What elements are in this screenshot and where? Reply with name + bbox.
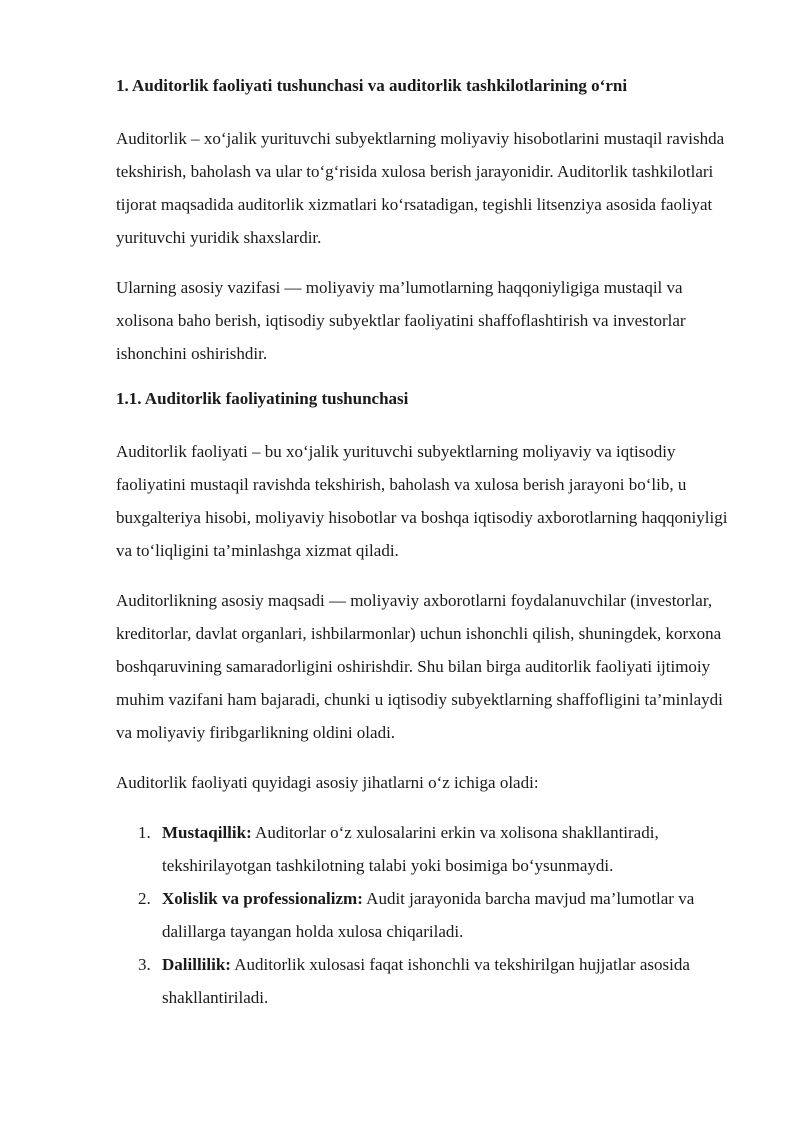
paragraph: Ularning asosiy vazifasi — moliyaviy ma’lumotlarning haqqoniyligiga mustaqil va xolisona baho berish, iqtisodiy subyektlar faoliyatini shaffoflashtirish va investorlar ishonchini oshirishdir. [116,278,686,363]
paragraph: Auditorlik faoliyati quyidagi asosiy jihatlarni o‘z ichiga oladi: [116,773,539,792]
list-item-number: 1. [138,823,151,842]
list-item-term: Xolislik va professionalizm: [162,889,363,908]
list-item-text: Auditorlik xulosasi faqat ishonchli va tekshirilgan hujjatlar asosida shakllantiriladi. [162,955,690,1007]
list-item [116,948,742,1014]
aspects-list [116,816,742,1014]
aspects-list-wrapper [116,816,742,1014]
list-item-text: Audit jarayonida barcha mavjud ma’lumotlar va dalillarga tayangan holda xulosa chiqariladi. [162,889,695,941]
subsection-heading: 1.1. Auditorlik faoliyatining tushunchasi [116,389,409,408]
list-item [116,816,742,882]
list-item-term: Mustaqillik: [162,823,252,842]
paragraph: Auditorlik faoliyati – bu xo‘jalik yurituvchi subyektlarning moliyaviy va iqtisodiy faoliyatini mustaqil ravishda tekshirish, baholash va xulosa berish jarayoni bo‘lib, u buxgalteriya hisobi, moliyaviy hisobotlar va boshqa iqtisodiy axborotlarning haqqoniyligi va to‘liqligini ta’minlashga xizmat qiladi. [116,442,728,560]
paragraph: Auditorlikning asosiy maqsadi — moliyaviy axborotlarni foydalanuvchilar (investorlar, kreditorlar, davlat organlari, ishbilarmonlar) uchun ishonchli qilish, shuningdek, korxona boshqaruvining samaradorligini oshirishdir. Shu bilan birga auditorlik faoliyati ijtimoiy muhim vazifani ham bajaradi, chunki u iqtisodiy subyektlarning shaffofligini ta’minlaydi va moliyaviy firibgarlikning oldini oladi. [116,591,723,742]
list-item-term: Dalillilik: [162,955,231,974]
list-item [116,882,742,948]
list-item-number: 2. [138,889,151,908]
list-item-text: Auditorlar o‘z xulosalarini erkin va xolisona shakllantiradi, tekshirilayotgan tashkilotning talabi yoki bosimiga bo‘ysunmaydi. [162,823,659,875]
paragraph: Auditorlik – xo‘jalik yurituvchi subyektlarning moliyaviy hisobotlarini mustaqil ravishda tekshirish, baholash va ular to‘g‘risida xulosa berish jarayonidir. Auditorlik tashkilotlari tijorat maqsadida auditorlik xizmatlari ko‘rsatadigan, tegishli litsenziya asosida faoliyat yurituvchi yuridik shaxslardir. [116,129,725,247]
list-item-number: 3. [138,955,151,974]
section-heading: 1. Auditorlik faoliyati tushunchasi va auditorlik tashkilotlarining o‘rni [116,76,628,95]
